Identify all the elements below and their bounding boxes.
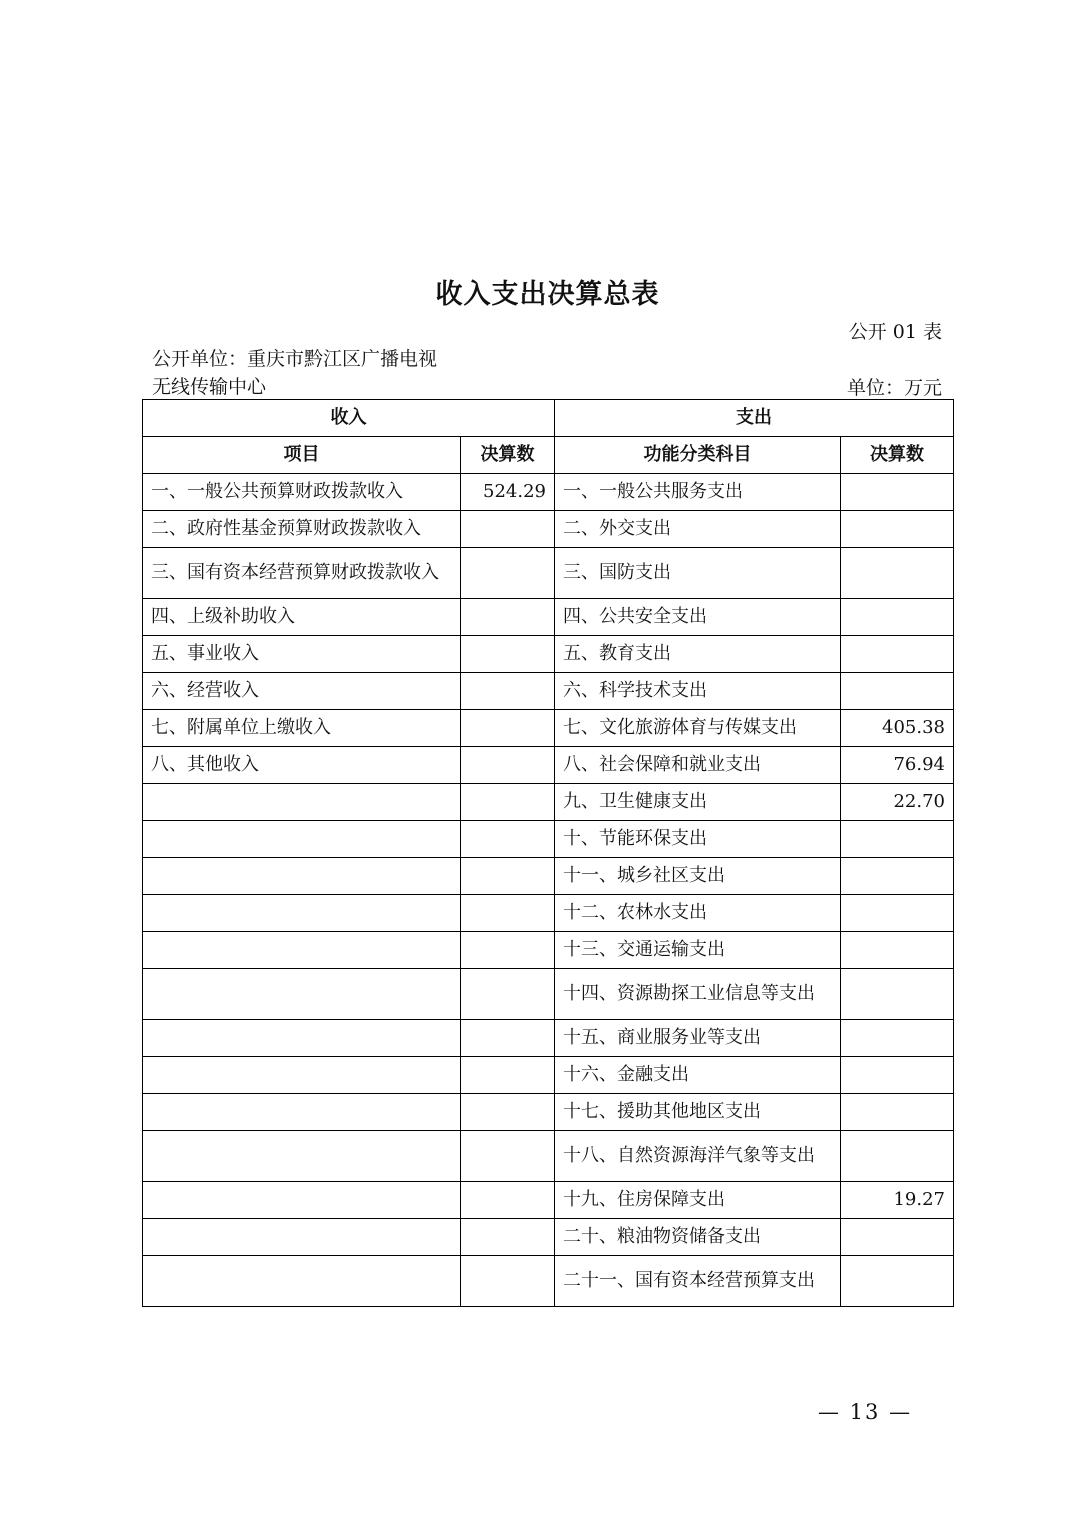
income-amount-cell: 524.29: [461, 474, 555, 511]
income-item-cell: [143, 932, 461, 969]
expense-item-cell: 十六、金融支出: [555, 1057, 841, 1094]
income-amount-cell: [461, 1057, 555, 1094]
expense-item-cell: 九、卫生健康支出: [555, 784, 841, 821]
expense-item-cell: 六、科学技术支出: [555, 673, 841, 710]
table-body: [143, 474, 954, 1307]
income-amount-cell: [461, 548, 555, 599]
expense-amount-cell: [841, 1094, 954, 1131]
amount-header: 决算数: [461, 437, 555, 474]
page-number: — 13 —: [818, 1400, 913, 1424]
income-amount-cell: [461, 1256, 555, 1307]
expense-item-cell: 五、教育支出: [555, 636, 841, 673]
expense-amount-cell: [841, 1219, 954, 1256]
expense-amount-cell: [841, 932, 954, 969]
income-item-cell: 八、其他收入: [143, 747, 461, 784]
income-item-cell: [143, 858, 461, 895]
income-amount-cell: [461, 710, 555, 747]
income-item-cell: [143, 969, 461, 1020]
table-row: [143, 710, 954, 747]
expense-amount-cell: [841, 1057, 954, 1094]
expense-amount-cell: [841, 673, 954, 710]
expense-item-cell: 四、公共安全支出: [555, 599, 841, 636]
form-number: 公开 01 表: [848, 321, 942, 343]
expense-item-cell: 十一、城乡社区支出: [555, 858, 841, 895]
expense-amount-cell: [841, 1020, 954, 1057]
income-item-cell: [143, 1256, 461, 1307]
income-item-cell: [143, 1094, 461, 1131]
table-row: [143, 1219, 954, 1256]
income-item-cell: 七、附属单位上缴收入: [143, 710, 461, 747]
income-item-cell: [143, 784, 461, 821]
income-amount-cell: [461, 636, 555, 673]
table-row: [143, 969, 954, 1020]
income-item-cell: [143, 1057, 461, 1094]
income-item-cell: [143, 1182, 461, 1219]
income-item-cell: 五、事业收入: [143, 636, 461, 673]
budget-table: [142, 399, 954, 1307]
income-amount-cell: [461, 511, 555, 548]
income-amount-cell: [461, 1020, 555, 1057]
income-amount-cell: [461, 1094, 555, 1131]
expense-amount-cell: [841, 1256, 954, 1307]
expense-amount-cell: [841, 1131, 954, 1182]
income-amount-cell: [461, 1219, 555, 1256]
table-row: [143, 673, 954, 710]
expense-amount-cell: [841, 599, 954, 636]
income-item-cell: [143, 1020, 461, 1057]
income-item-cell: 三、国有资本经营预算财政拨款收入: [143, 548, 461, 599]
function-header: 功能分类科目: [555, 437, 841, 474]
table-row: [143, 821, 954, 858]
expense-item-cell: 十三、交通运输支出: [555, 932, 841, 969]
amount-header: 决算数: [841, 437, 954, 474]
expense-item-cell: 一、一般公共服务支出: [555, 474, 841, 511]
expense-item-cell: 十、节能环保支出: [555, 821, 841, 858]
table-row: [143, 1020, 954, 1057]
income-item-cell: [143, 821, 461, 858]
table-row: [143, 636, 954, 673]
income-amount-cell: [461, 969, 555, 1020]
expense-amount-cell: [841, 821, 954, 858]
expense-amount-cell: [841, 636, 954, 673]
table-row: [143, 474, 954, 511]
expense-amount-cell: [841, 548, 954, 599]
table-row: [143, 784, 954, 821]
expense-amount-cell: 76.94: [841, 747, 954, 784]
expense-amount-cell: 19.27: [841, 1182, 954, 1219]
income-amount-cell: [461, 1131, 555, 1182]
income-item-cell: [143, 1131, 461, 1182]
income-amount-cell: [461, 784, 555, 821]
expense-item-cell: 十九、住房保障支出: [555, 1182, 841, 1219]
income-item-cell: 二、政府性基金预算财政拨款收入: [143, 511, 461, 548]
table-row: [143, 1182, 954, 1219]
item-header: 项目: [143, 437, 461, 474]
income-item-cell: [143, 895, 461, 932]
income-amount-cell: [461, 821, 555, 858]
income-amount-cell: [461, 895, 555, 932]
page-title: 收入支出决算总表: [435, 279, 660, 310]
expense-item-cell: 十八、自然资源海洋气象等支出: [555, 1131, 841, 1182]
income-item-cell: 一、一般公共预算财政拨款收入: [143, 474, 461, 511]
expense-item-cell: 二十、粮油物资储备支出: [555, 1219, 841, 1256]
expense-amount-cell: [841, 511, 954, 548]
expense-item-cell: 八、社会保障和就业支出: [555, 747, 841, 784]
income-amount-cell: [461, 1182, 555, 1219]
expense-item-cell: 二十一、国有资本经营预算支出: [555, 1256, 841, 1307]
table-row: [143, 1094, 954, 1131]
income-amount-cell: [461, 932, 555, 969]
income-header: 收入: [143, 400, 555, 437]
table-row: [143, 895, 954, 932]
table-row: [143, 548, 954, 599]
table-row: [143, 599, 954, 636]
expense-amount-cell: 22.70: [841, 784, 954, 821]
table-row: [143, 747, 954, 784]
income-item-cell: 四、上级补助收入: [143, 599, 461, 636]
table-row: [143, 1256, 954, 1307]
expense-item-cell: 十四、资源勘探工业信息等支出: [555, 969, 841, 1020]
table-row: [143, 858, 954, 895]
expense-amount-cell: [841, 895, 954, 932]
table-row: [143, 1057, 954, 1094]
expense-item-cell: 十二、农林水支出: [555, 895, 841, 932]
expense-item-cell: 三、国防支出: [555, 548, 841, 599]
expense-item-cell: 十五、商业服务业等支出: [555, 1020, 841, 1057]
expense-item-cell: 十七、援助其他地区支出: [555, 1094, 841, 1131]
expense-amount-cell: [841, 969, 954, 1020]
income-amount-cell: [461, 599, 555, 636]
income-amount-cell: [461, 747, 555, 784]
table-row: [143, 932, 954, 969]
expense-amount-cell: [841, 858, 954, 895]
table-row: [143, 511, 954, 548]
income-item-cell: 六、经营收入: [143, 673, 461, 710]
expense-amount-cell: [841, 474, 954, 511]
table-row: [143, 1131, 954, 1182]
income-item-cell: [143, 1219, 461, 1256]
income-amount-cell: [461, 673, 555, 710]
income-amount-cell: [461, 858, 555, 895]
reporting-unit: 公开单位：重庆市黔江区广播电视无线传输中心: [152, 348, 438, 398]
expense-header: 支出: [555, 400, 954, 437]
expense-item-cell: 七、文化旅游体育与传媒支出: [555, 710, 841, 747]
currency-unit: 单位：万元: [846, 377, 942, 399]
expense-item-cell: 二、外交支出: [555, 511, 841, 548]
expense-amount-cell: 405.38: [841, 710, 954, 747]
